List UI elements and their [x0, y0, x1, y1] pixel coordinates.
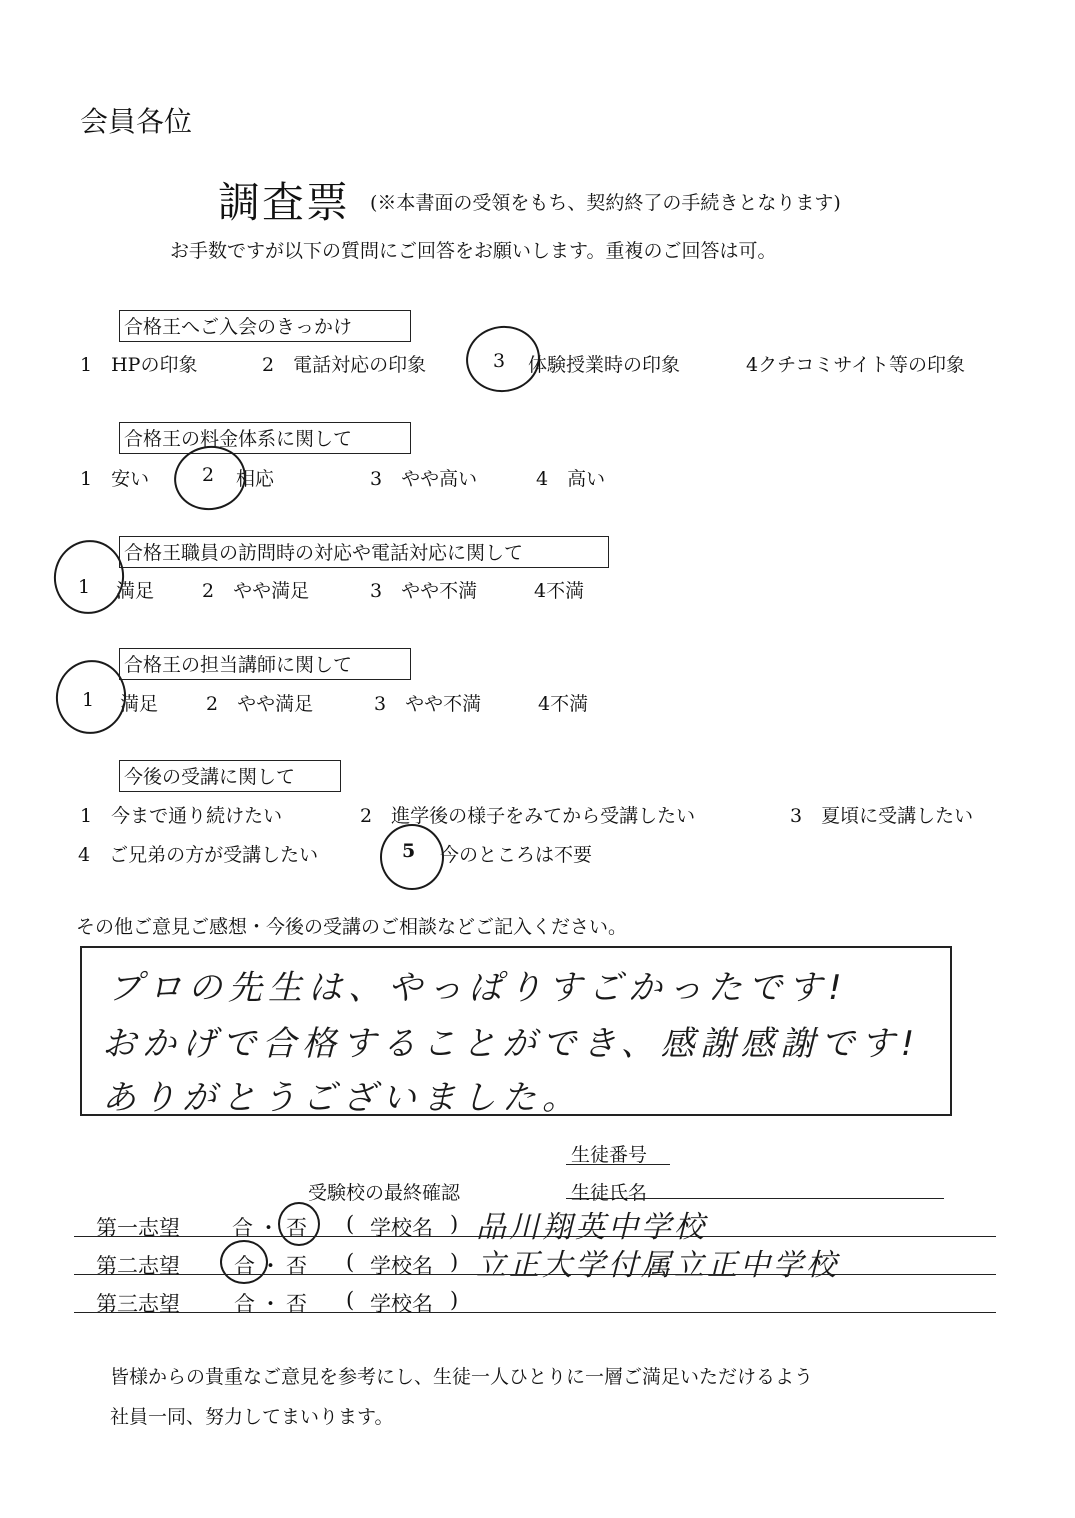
option-q1-3-label: 体験授業時の印象	[528, 354, 681, 376]
option-q4-2: 2 やや満足	[206, 693, 314, 715]
option-q1-3-number: 3	[493, 350, 506, 372]
question-label-staff-response: 合格王職員の訪問時の対応や電話対応に関して	[119, 536, 609, 568]
first-choice-label: 第一志望	[96, 1216, 180, 1240]
form-intro: お手数ですが以下の質問にご回答をお願いします。重複のご回答は可。	[170, 240, 777, 262]
second-choice-school-label: 学校名	[370, 1254, 433, 1278]
option-q1-4: 4クチコミサイト等の印象	[746, 354, 965, 376]
option-q1-2: 2 電話対応の印象	[262, 354, 427, 376]
option-q2-2-number: 2	[202, 464, 215, 486]
option-q3-1-number: 1	[78, 576, 91, 598]
first-choice-fail: 否	[286, 1216, 307, 1240]
option-q3-3: 3 やや不満	[370, 580, 478, 602]
handwritten-comment-line-3: ありがとうございました。	[102, 1078, 582, 1118]
addressee: 会員各位	[80, 105, 193, 138]
handwritten-comment-line-1: プロの先生は、やっぱりすごかったです!	[108, 968, 848, 1008]
second-choice-open-paren: (	[346, 1250, 355, 1274]
third-choice-open-paren: (	[346, 1288, 355, 1312]
third-choice-fail: 否	[286, 1292, 307, 1316]
option-q3-4: 4不満	[534, 580, 585, 602]
second-choice-fail: 否	[286, 1254, 307, 1278]
option-q4-3: 3 やや不満	[374, 693, 482, 715]
third-choice-label: 第三志望	[96, 1292, 180, 1316]
answer-circle-q1	[462, 321, 544, 397]
closing-line-1: 皆様からの貴重なご意見を参考にし、生徒一人ひとりに一層ご満足いただけるよう	[110, 1366, 814, 1388]
second-choice-close-paren: )	[450, 1250, 459, 1274]
first-choice-school-label: 学校名	[370, 1216, 433, 1240]
third-choice-close-paren: )	[450, 1288, 459, 1312]
form-title: 調査票	[218, 178, 351, 227]
question-label-instructor: 合格王の担当講師に関して	[119, 648, 411, 680]
option-q5-2: 2 進学後の様子をみてから受講したい	[360, 805, 696, 827]
option-q2-3: 3 やや高い	[370, 468, 478, 490]
second-choice-pass: 合	[234, 1254, 255, 1278]
first-choice-dot: ・	[258, 1216, 279, 1240]
form-note: (※本書面の受領をもち、契約終了の手続きとなります)	[370, 192, 841, 214]
option-q5-3: 3 夏頃に受講したい	[790, 805, 974, 827]
first-choice-close-paren: )	[450, 1212, 459, 1236]
question-label-pricing: 合格王の料金体系に関して	[119, 422, 411, 454]
comments-label: その他ご意見ご感想・今後の受講のご相談などご記入ください。	[76, 916, 628, 938]
first-choice-school-name: 品川翔英中学校	[476, 1210, 707, 1245]
second-choice-dot: ・	[260, 1254, 281, 1278]
result-circle-second	[220, 1240, 268, 1284]
option-q1-1: 1 HPの印象	[80, 354, 198, 376]
student-number-underline	[566, 1164, 670, 1165]
option-q4-1-number: 1	[82, 689, 95, 711]
option-q3-1-label: 満足	[116, 580, 155, 602]
question-label-enrollment-reason: 合格王へご入会のきっかけ	[119, 310, 411, 342]
student-name-label: 生徒氏名	[571, 1182, 648, 1204]
option-q4-4: 4不満	[538, 693, 589, 715]
option-q3-2: 2 やや満足	[202, 580, 310, 602]
row-line-2	[74, 1274, 996, 1275]
option-q5-5-label: 今のところは不要	[440, 844, 593, 866]
result-circle-first	[278, 1202, 320, 1246]
row-line-1	[74, 1236, 996, 1237]
closing-line-2: 社員一同、努力してまいります。	[110, 1406, 394, 1428]
option-q4-1-label: 満足	[120, 693, 159, 715]
option-q2-4: 4 高い	[536, 468, 606, 490]
second-choice-label: 第二志望	[96, 1254, 180, 1278]
third-choice-pass: 合	[234, 1292, 255, 1316]
student-number-label: 生徒番号	[571, 1144, 648, 1166]
second-choice-school-name: 立正大学付属立正中学校	[476, 1248, 839, 1283]
option-q2-2-label: 相応	[236, 468, 275, 490]
option-q2-1: 1 安い	[80, 468, 150, 490]
option-q5-4: 4 ご兄弟の方が受講したい	[78, 844, 319, 866]
first-choice-pass: 合	[232, 1216, 253, 1240]
third-choice-dot: ・	[260, 1292, 281, 1316]
option-q5-1: 1 今まで通り続けたい	[80, 805, 283, 827]
handwritten-comment-line-2: おかげで合格することができ、感謝感謝です!	[102, 1024, 921, 1064]
answer-circle-q5	[380, 824, 444, 890]
option-q5-5-number: 5	[402, 840, 416, 862]
question-label-future-enrollment: 今後の受講に関して	[119, 760, 341, 792]
third-choice-school-label: 学校名	[370, 1292, 433, 1316]
student-name-underline	[566, 1198, 944, 1199]
row-line-3	[74, 1312, 996, 1313]
final-check-label: 受験校の最終確認	[308, 1182, 461, 1204]
first-choice-open-paren: (	[346, 1212, 355, 1236]
